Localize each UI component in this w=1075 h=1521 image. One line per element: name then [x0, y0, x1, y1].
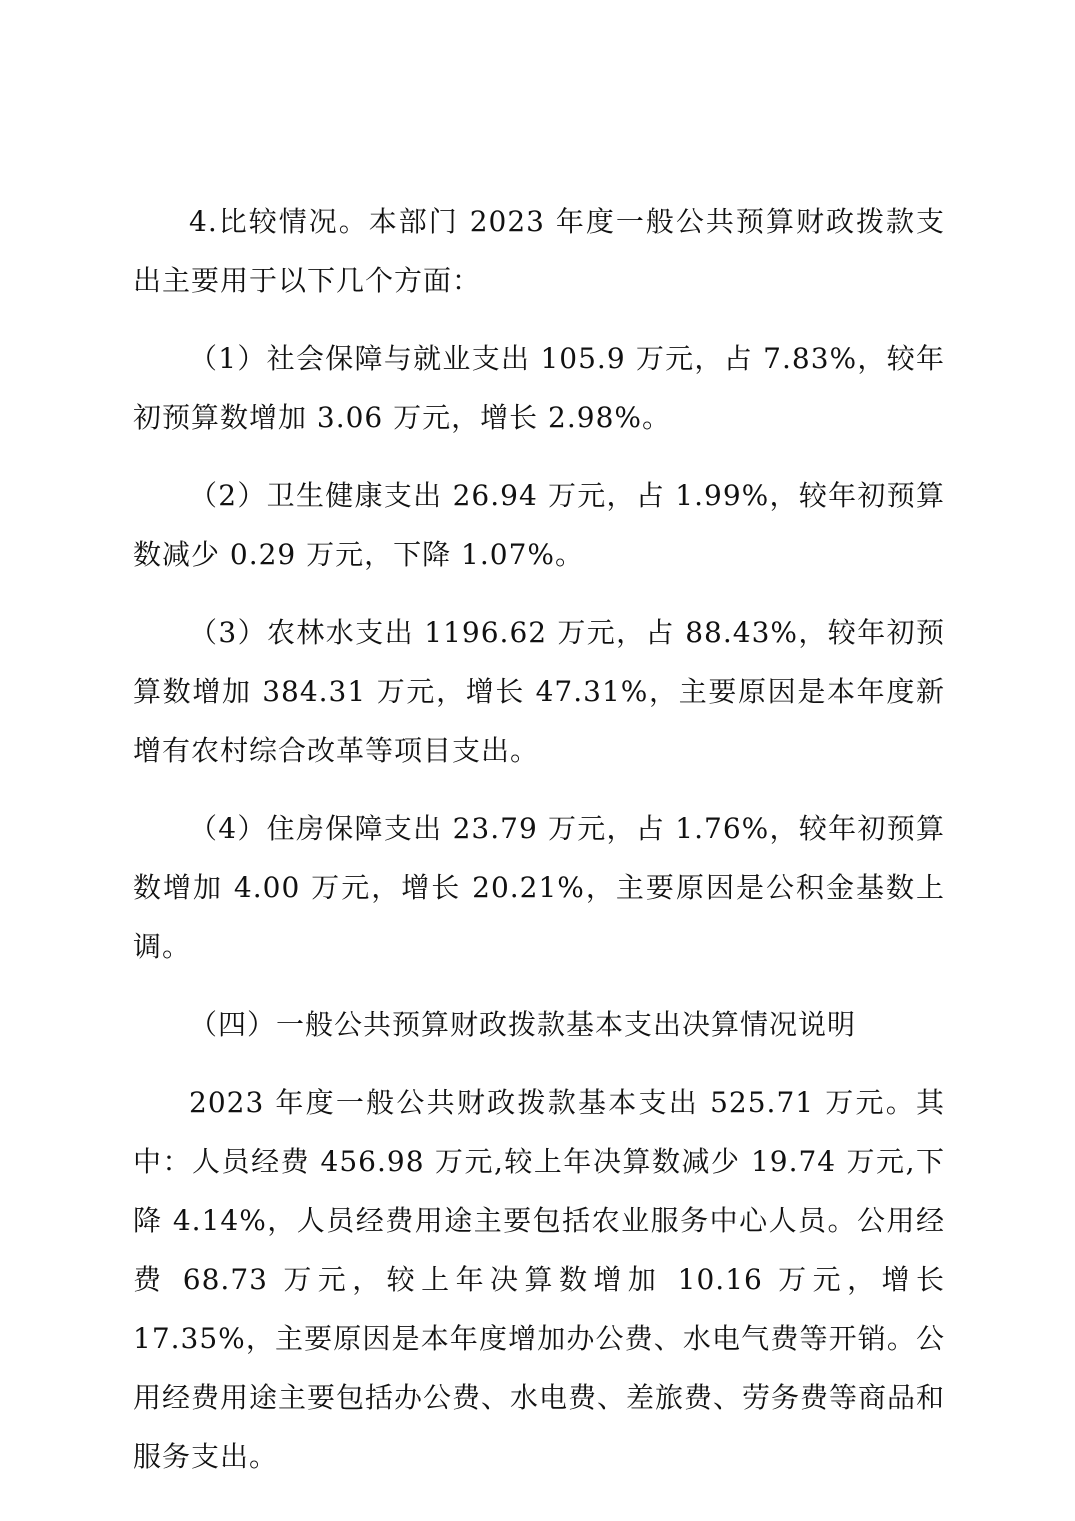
section-heading: （四）一般公共预算财政拨款基本支出决算情况说明 [189, 1008, 857, 1041]
paragraph-gap [133, 780, 945, 799]
paragraph-comparison-intro: 4.比较情况。本部门 2023 年度一般公共预算财政拨款支出主要用于以下几个方面： [133, 205, 945, 297]
paragraph-basic-expenditure: 2023 年度一般公共财政拨款基本支出 525.71 万元。其中：人员经费 456.98 万元,较上年决算数减少 19.74 万元,下降 4.14%，人员经费用途主要包括农业服务中心人员。公用经费 68.73 万元，较上年决算数增加 10.16 万元，增长 17.35%，主要原因是本年度增加办公费、水电气费等开销。公用经费用途主要包括办公费、水电费、差旅费、劳务费等商品和服务支出。 [133, 1086, 946, 1473]
paragraph-gap [133, 310, 945, 329]
paragraph-social-security: （1）社会保障与就业支出 105.9 万元，占 7.83%，较年初预算数增加 3.06 万元，增长 2.98%。 [133, 342, 945, 434]
paragraph-gap [133, 584, 945, 603]
document-body [133, 192, 945, 1486]
paragraph-gap [133, 447, 945, 466]
paragraph-gap [133, 976, 945, 995]
paragraph-health: （2）卫生健康支出 26.94 万元，占 1.99%，较年初预算数减少 0.29 万元，下降 1.07%。 [133, 479, 945, 571]
paragraph-gap [133, 1054, 945, 1073]
paragraph-agriculture: （3）农林水支出 1196.62 万元，占 88.43%，较年初预算数增加 384.31 万元，增长 47.31%，主要原因是本年度新增有农村综合改革等项目支出。 [133, 616, 945, 767]
paragraph-housing: （4）住房保障支出 23.79 万元，占 1.76%，较年初预算数增加 4.00 万元，增长 20.21%，主要原因是公积金基数上调。 [133, 812, 945, 963]
